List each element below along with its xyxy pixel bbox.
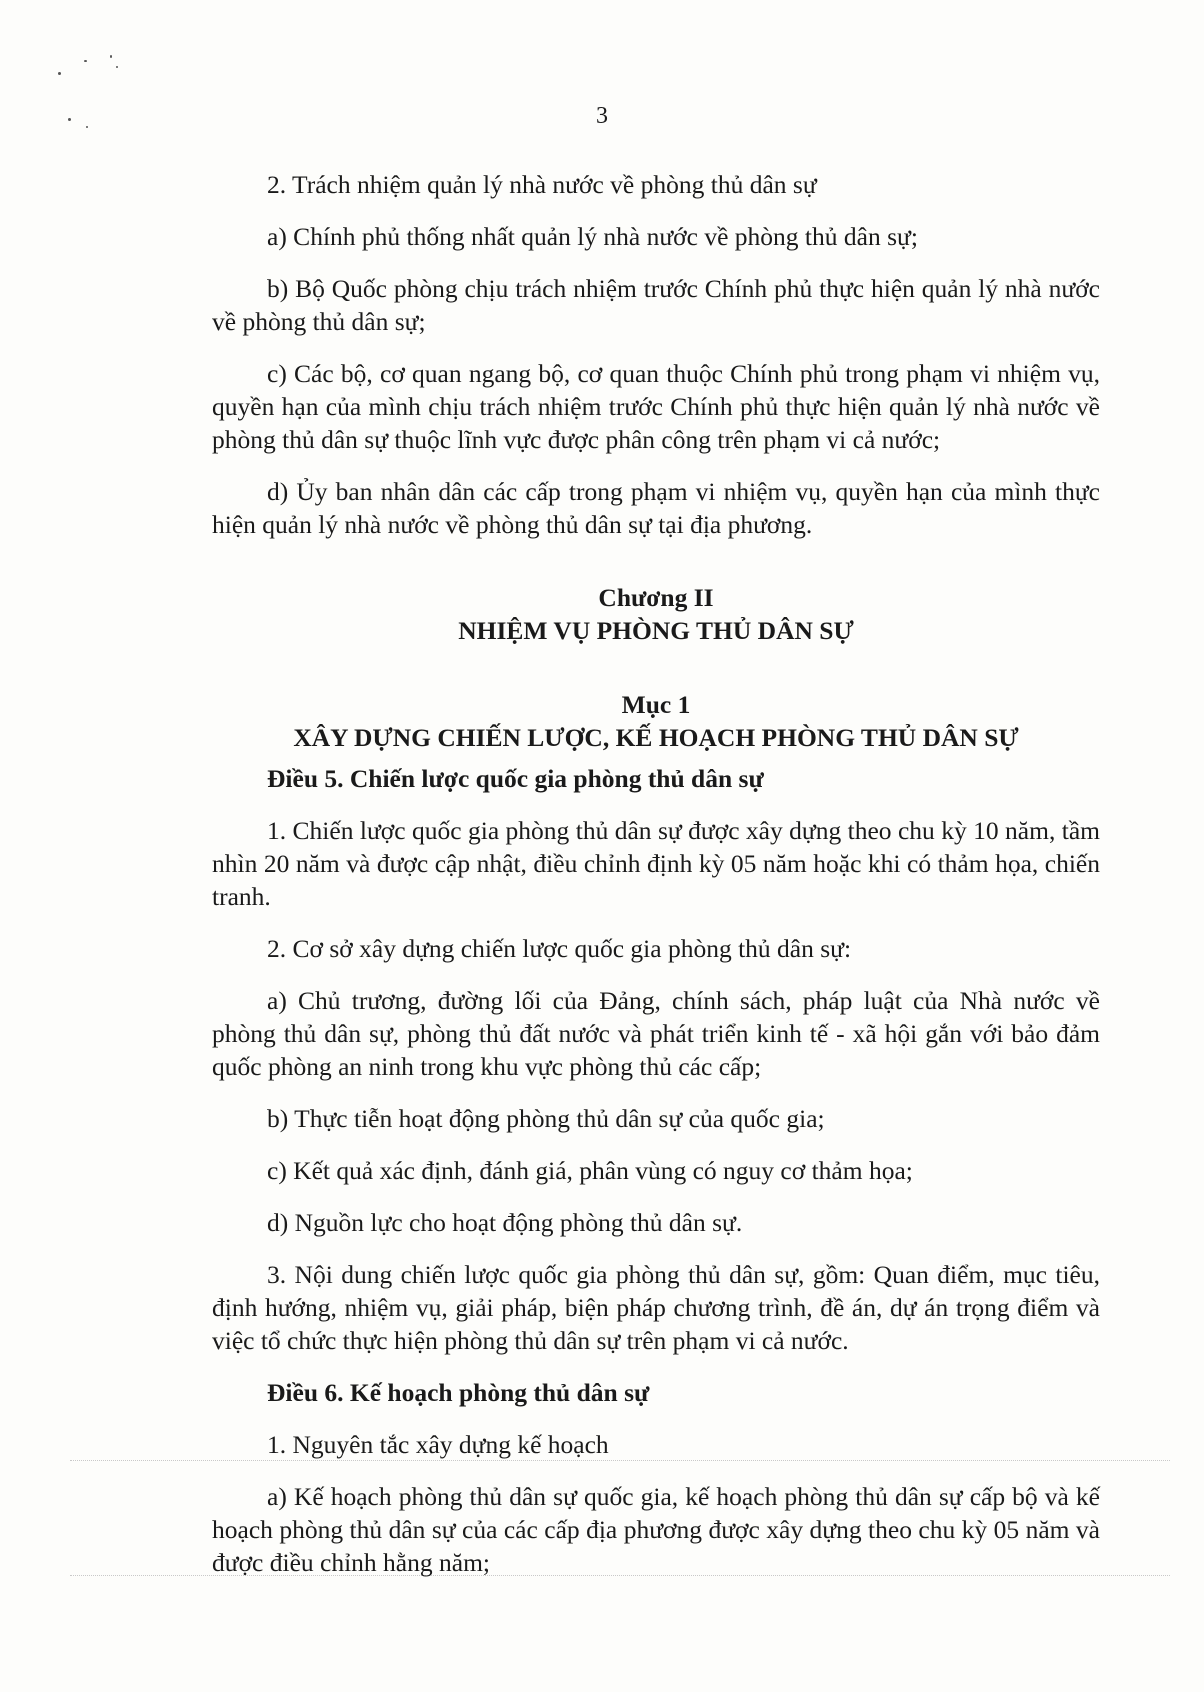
paragraph: c) Các bộ, cơ quan ngang bộ, cơ quan thuộc Chính phủ trong phạm vi nhiệm vụ, quyền hạn của mình chịu trách nhiệm trước Chính phủ thực hiện quản lý nhà nước về phòng thủ dân sự thuộc lĩnh vực được phân công trên phạm vi cả nước; bbox=[212, 359, 1100, 454]
section-label: Mục 1 bbox=[621, 690, 691, 719]
paragraph: 3. Nội dung chiến lược quốc gia phòng thủ dân sự, gồm: Quan điểm, mục tiêu, định hướng, nhiệm vụ, giải pháp, biện pháp chương trình, đề án, dự án trọng điểm và việc tổ chức thực hiện phòng thủ dân sự trên phạm vi cả nước. bbox=[212, 1260, 1100, 1355]
chapter-label: Chương II bbox=[598, 583, 714, 612]
paragraph: b) Bộ Quốc phòng chịu trách nhiệm trước Chính phủ thực hiện quản lý nhà nước về phòng thủ dân sự; bbox=[212, 274, 1100, 336]
paragraph: a) Chủ trương, đường lối của Đảng, chính sách, pháp luật của Nhà nước về phòng thủ dân sự, phòng thủ đất nước và phát triển kinh tế - xã hội gắn với bảo đảm quốc phòng an ninh trong khu vực phòng thủ các cấp; bbox=[212, 986, 1100, 1081]
paragraph: d) Ủy ban nhân dân các cấp trong phạm vi nhiệm vụ, quyền hạn của mình thực hiện quản lý nhà nước về phòng thủ dân sự tại địa phương. bbox=[212, 477, 1100, 539]
paragraph: a) Chính phủ thống nhất quản lý nhà nước về phòng thủ dân sự; bbox=[267, 222, 918, 251]
article-5-title: Điều 5. Chiến lược quốc gia phòng thủ dân sự bbox=[267, 764, 764, 793]
paragraph: b) Thực tiễn hoạt động phòng thủ dân sự của quốc gia; bbox=[267, 1104, 825, 1133]
paragraph: 1. Chiến lược quốc gia phòng thủ dân sự được xây dựng theo chu kỳ 10 năm, tầm nhìn 20 năm và được cập nhật, điều chỉnh định kỳ 05 năm hoặc khi có thảm họa, chiến tranh. bbox=[212, 816, 1100, 911]
scan-speck bbox=[84, 60, 87, 62]
scan-speck bbox=[116, 66, 118, 68]
article-6-title: Điều 6. Kế hoạch phòng thủ dân sự bbox=[267, 1378, 650, 1407]
section-title: XÂY DỰNG CHIẾN LƯỢC, KẾ HOẠCH PHÒNG THỦ DÂN SỰ bbox=[293, 723, 1019, 752]
chapter-title: NHIỆM VỤ PHÒNG THỦ DÂN SỰ bbox=[458, 616, 854, 645]
paragraph: d) Nguồn lực cho hoạt động phòng thủ dân sự. bbox=[267, 1208, 743, 1237]
paragraph: a) Kế hoạch phòng thủ dân sự quốc gia, kế hoạch phòng thủ dân sự cấp bộ và kế hoạch phòng thủ dân sự của các cấp địa phương được xây dựng theo chu kỳ 05 năm và được điều chỉnh hằng năm; bbox=[212, 1482, 1100, 1577]
paragraph: c) Kết quả xác định, đánh giá, phân vùng có nguy cơ thảm họa; bbox=[267, 1156, 913, 1185]
page-number: 3 bbox=[596, 103, 608, 129]
paragraph: 2. Cơ sở xây dựng chiến lược quốc gia phòng thủ dân sự: bbox=[267, 934, 852, 963]
scan-speck bbox=[58, 72, 61, 75]
paragraph: 2. Trách nhiệm quản lý nhà nước về phòng thủ dân sự bbox=[267, 170, 817, 199]
document-body bbox=[212, 168, 1100, 1598]
paragraph: 1. Nguyên tắc xây dựng kế hoạch bbox=[267, 1430, 609, 1459]
scan-speck bbox=[110, 55, 112, 58]
